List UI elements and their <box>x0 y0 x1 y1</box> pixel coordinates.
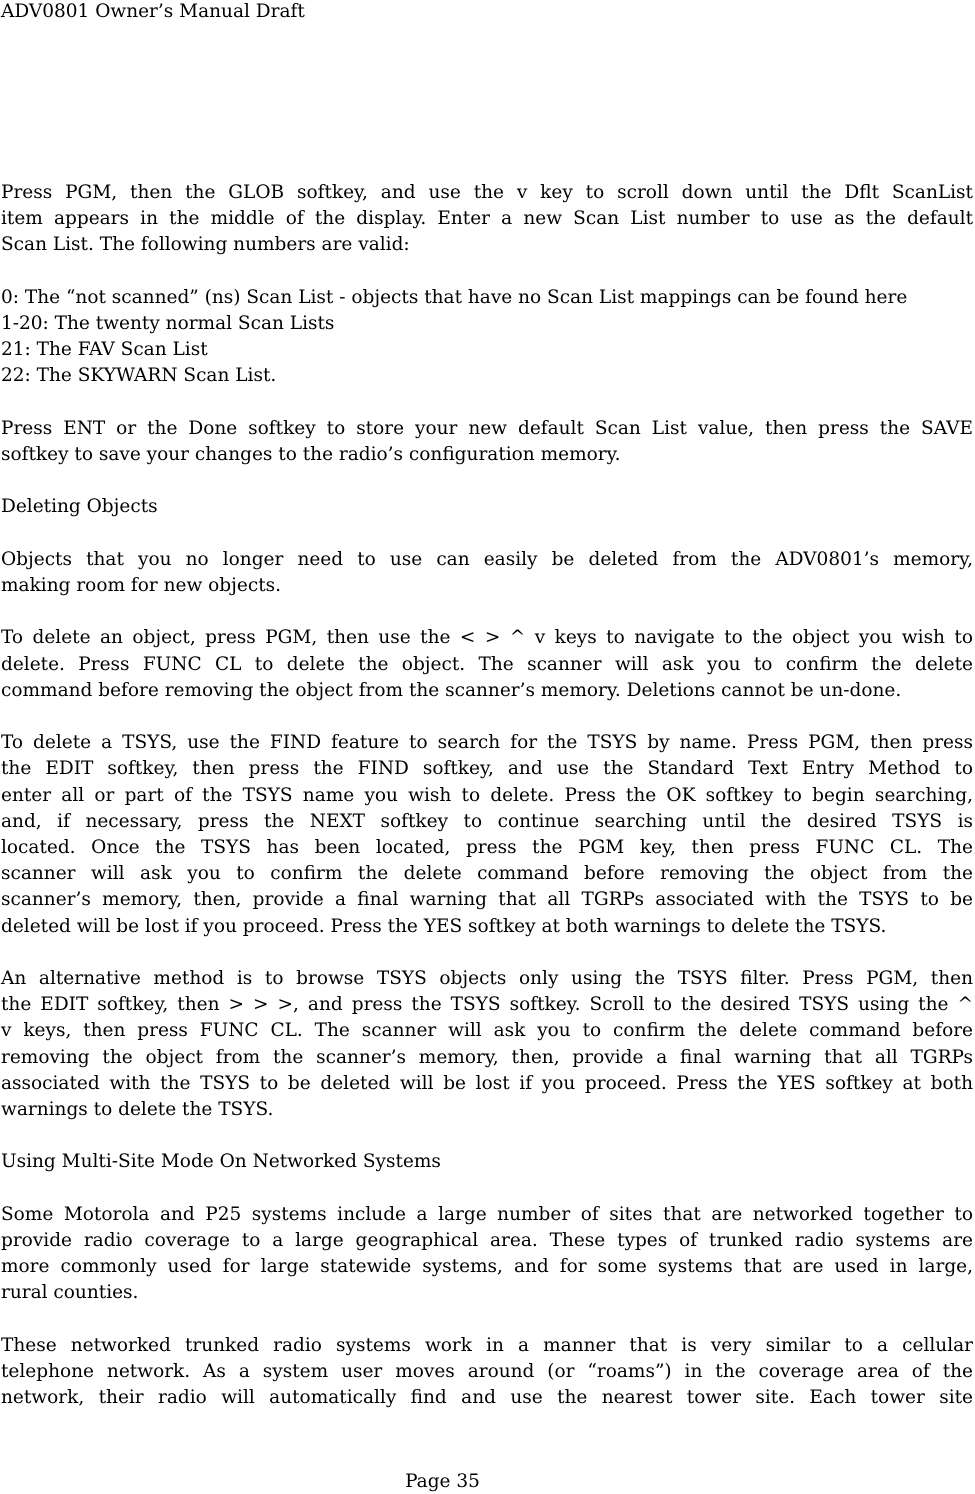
paragraph-alternative-method <box>1 966 973 1123</box>
scanlist-values-list <box>1 285 973 390</box>
text-line: item appears in the middle of the display. Enter a new Scan List number to use as the default <box>1 208 973 230</box>
paragraph-networked-sites <box>1 1202 973 1307</box>
text-line: An alternative method is to browse TSYS objects only using the TSYS filter. Press PGM, then <box>1 967 973 989</box>
text-line: Objects that you no longer need to use can easily be deleted from the ADV0801’s memory, <box>1 548 973 570</box>
text-line: more commonly used for large statewide systems, and for some systems that are used in large, <box>1 1256 973 1278</box>
text-line: Some Motorola and P25 systems include a large number of sites that are networked together to <box>1 1203 973 1225</box>
text-line: Scan List. The following numbers are valid: <box>1 234 410 256</box>
text-line: enter all or part of the TSYS name you wish to delete. Press the OK softkey to begin searching, <box>1 784 973 806</box>
list-item: 22: The SKYWARN Scan List. <box>1 365 277 387</box>
text-line: Press PGM, then the GLOB softkey, and use the v key to scroll down until the Dflt ScanList <box>1 182 973 203</box>
paragraph-delete-object <box>1 625 973 704</box>
text-line: rural counties. <box>1 1282 139 1304</box>
heading-text: Deleting Objects <box>1 496 158 518</box>
paragraph-save-scanlist <box>1 416 973 468</box>
text-line: v keys, then press FUNC CL. The scanner will ask you to confirm the delete command before <box>1 1020 973 1042</box>
document-header: ADV0801 Owner’s Manual Draft <box>1 1 305 22</box>
text-line: delete. Press FUNC CL to delete the object. The scanner will ask you to confirm the delete <box>1 653 973 675</box>
section-heading-multi-site <box>1 1149 973 1175</box>
paragraph-cellular-similarity <box>1 1333 973 1412</box>
heading-text: Using Multi-Site Mode On Networked Systems <box>1 1151 441 1173</box>
list-item: 0: The “not scanned” (ns) Scan List - objects that have no Scan List mappings can be found here <box>1 286 908 308</box>
text-line: deleted will be lost if you proceed. Press the YES softkey at both warnings to delete the TSYS. <box>1 915 887 937</box>
text-line: network, their radio will automatically find and use the nearest tower site. Each tower site <box>1 1387 973 1409</box>
text-line: associated with the TSYS to be deleted will be lost if you proceed. Press the YES softkey at both <box>1 1072 973 1094</box>
section-heading-deleting-objects <box>1 494 973 520</box>
text-line: warnings to delete the TSYS. <box>1 1099 274 1120</box>
text-line: removing the object from the scanner’s memory, then, provide a final warning that all TGRPs <box>1 1046 973 1068</box>
text-line: To delete a TSYS, use the FIND feature to search for the TSYS by name. Press PGM, then press <box>1 732 973 754</box>
text-line: and, if necessary, press the NEXT softkey to continue searching until the desired TSYS is <box>1 810 973 832</box>
text-line: To delete an object, press PGM, then use the < > ^ v keys to navigate to the object you wish to <box>1 627 973 649</box>
text-line: telephone network. As a system user moves around (or “roams”) in the coverage area of the <box>1 1360 973 1382</box>
paragraph-objects-deletion <box>1 547 973 599</box>
text-line: These networked trunked radio systems work in a manner that is very similar to a cellular <box>1 1334 973 1356</box>
text-line: Press ENT or the Done softkey to store your new default Scan List value, then press the SAVE <box>1 417 973 439</box>
list-item: 1-20: The twenty normal Scan Lists <box>1 313 335 334</box>
page-number: Page 35 <box>405 1471 480 1492</box>
text-line: the EDIT softkey, then > > >, and press the TSYS softkey. Scroll to the desired TSYS using the ^ <box>1 994 973 1016</box>
text-line: located. Once the TSYS has been located, press the PGM key, then press FUNC CL. The <box>1 836 973 858</box>
text-line: softkey to save your changes to the radio’s configuration memory. <box>1 444 621 465</box>
text-line: scanner will ask you to confirm the delete command before removing the object from the <box>1 863 973 885</box>
list-item: 21: The FAV Scan List <box>1 339 208 361</box>
text-line: scanner’s memory, then, provide a final warning that all TGRPs associated with the TSYS to be <box>1 889 973 911</box>
paragraph-default-scanlist <box>1 180 973 259</box>
paragraph-delete-tsys <box>1 730 973 940</box>
text-line: making room for new objects. <box>1 574 282 596</box>
document-body <box>1 180 973 1438</box>
text-line: command before removing the object from the scanner’s memory. Deletions cannot be un-done. <box>1 679 902 701</box>
text-line: the EDIT softkey, then press the FIND softkey, and use the Standard Text Entry Method to <box>1 758 973 780</box>
text-line: provide radio coverage to a large geographical area. These types of trunked radio systems are <box>1 1229 973 1251</box>
